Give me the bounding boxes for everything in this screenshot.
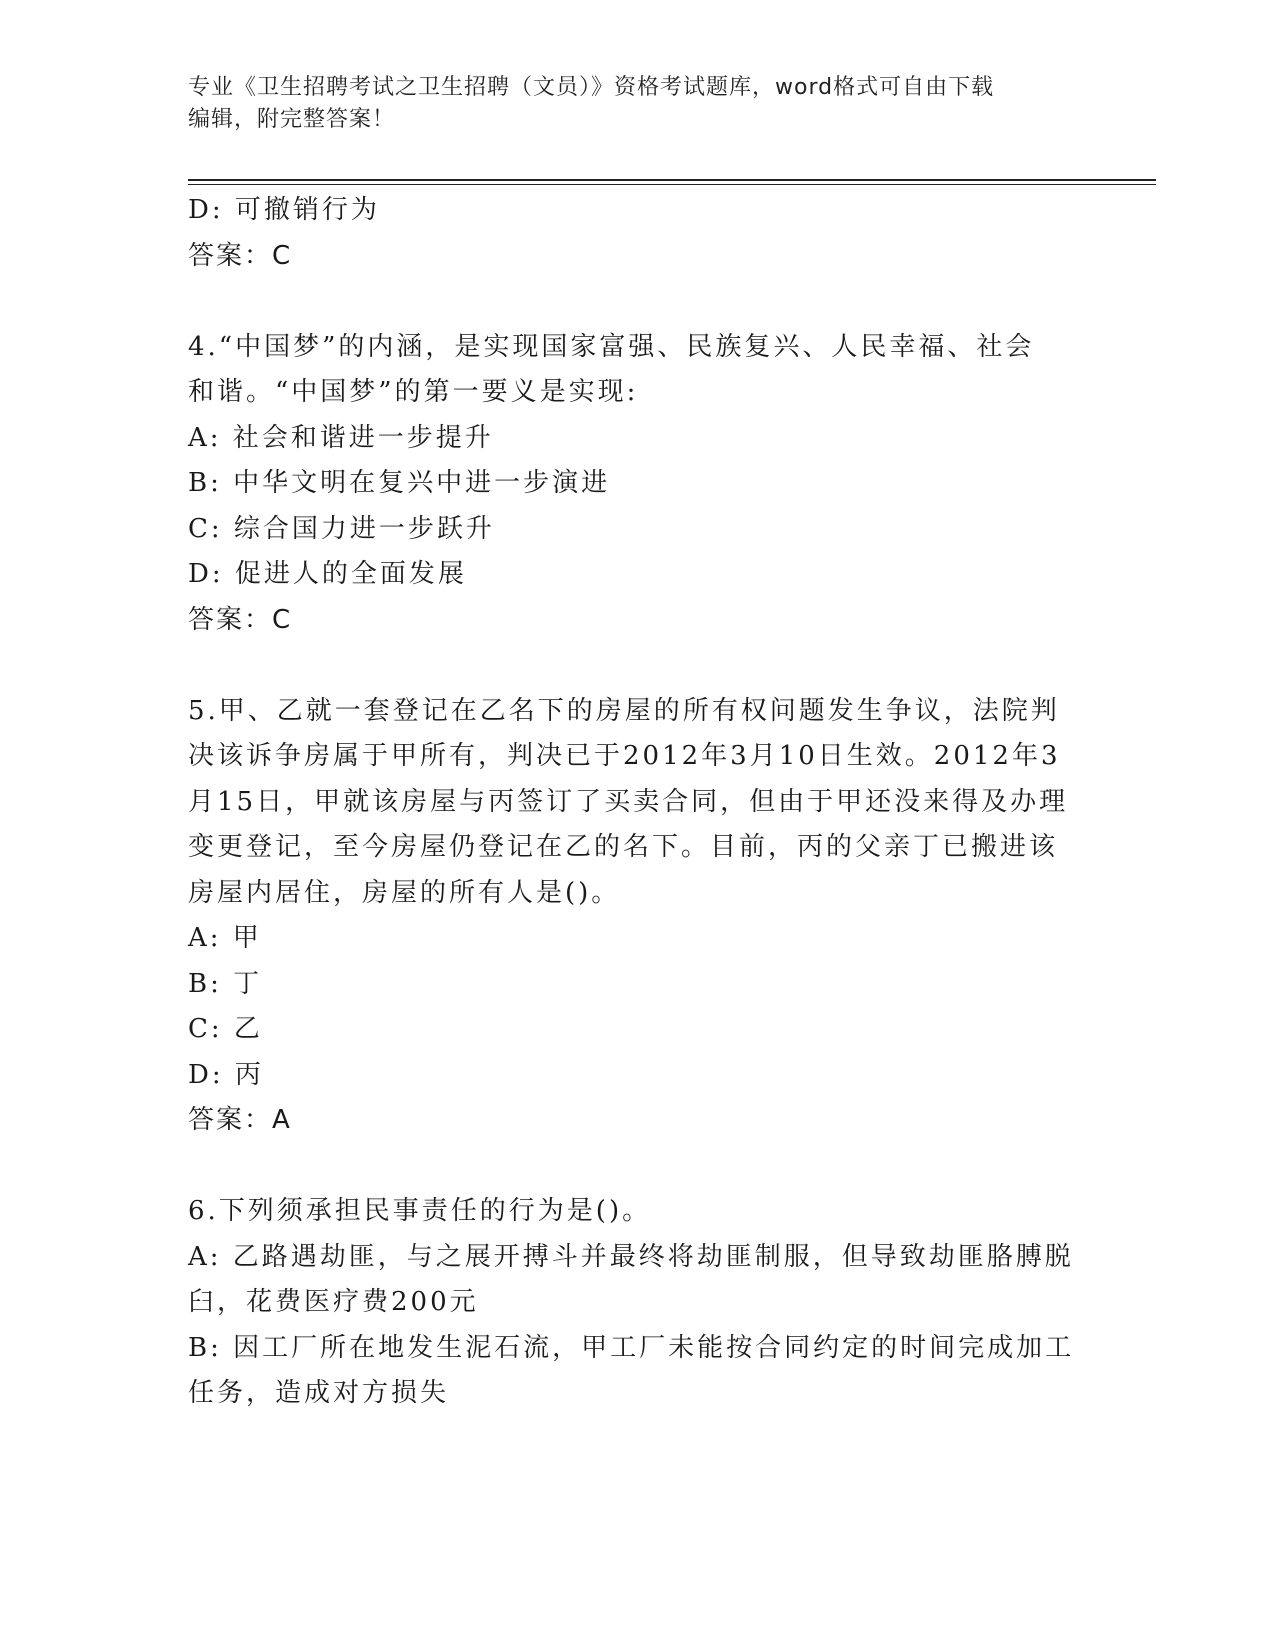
q5-stem-line: 5.甲、乙就一套登记在乙名下的房屋的所有权问题发生争议，法院判 [188,695,1060,726]
q3-option-d: D: 可撤销行为 [188,195,380,225]
spacer [188,279,1088,325]
q5-stem-line: 房屋内居住，房屋的所有人是()。 [188,877,621,908]
spacer [188,643,1088,689]
question-content [188,188,1088,1417]
q4-option-c: C: 综合国力进一步跃升 [188,513,495,544]
q4-option-d: D: 促进人的全面发展 [188,559,467,589]
q4-answer: 答案：C [188,604,293,635]
q6-option-a: 臼，花费医疗费200元 [188,1287,479,1317]
document-header [188,72,1088,136]
header-rule-thick [188,179,1156,181]
q5-option-b: B: 丁 [188,968,263,999]
q5-stem-line: 月15日，甲就该房屋与丙签订了买卖合同，但由于甲还没来得及办理 [188,786,1069,817]
header-rule-thin [188,184,1156,185]
q5-answer: 答案：A [188,1105,292,1135]
q5-option-d: D: 丙 [188,1059,264,1090]
q5-stem-line: 决该诉争房属于甲所有，判决已于2012年3月10日生效。2012年3 [188,741,1061,771]
q6-option-b: B: 因工厂所在地发生泥石流，甲工厂未能按合同约定的时间完成加工 [188,1332,1075,1363]
q3-answer: 答案：C [188,240,293,271]
q6-stem-line: 6.下列须承担民事责任的行为是()。 [188,1196,652,1226]
q5-stem-line: 变更登记，至今房屋仍登记在乙的名下。目前，丙的父亲丁已搬进该 [188,832,1059,862]
q4-option-b: B: 中华文明在复兴中进一步演进 [188,468,611,498]
header-line-2: 编辑，附完整答案！ [188,107,396,132]
q5-option-a: A: 甲 [188,923,262,953]
spacer [188,1144,1088,1190]
q6-option-a: A: 乙路遇劫匪，与之展开搏斗并最终将劫匪制服，但导致劫匪胳膊脱 [188,1241,1074,1272]
q4-stem-line: 和谐。“中国梦”的第一要义是实现: [188,377,639,407]
header-line-1: 专业《卫生招聘考试之卫生招聘（文员）》资格考试题库，word格式可自由下载 [188,75,995,100]
q4-option-a: A: 社会和谐进一步提升 [188,422,494,453]
q5-option-c: C: 乙 [188,1014,263,1044]
q4-stem-line: 4.“中国梦”的内涵，是实现国家富强、民族复兴、人民幸福、社会 [188,331,1035,362]
q6-option-b: 任务，造成对方损失 [188,1378,450,1408]
